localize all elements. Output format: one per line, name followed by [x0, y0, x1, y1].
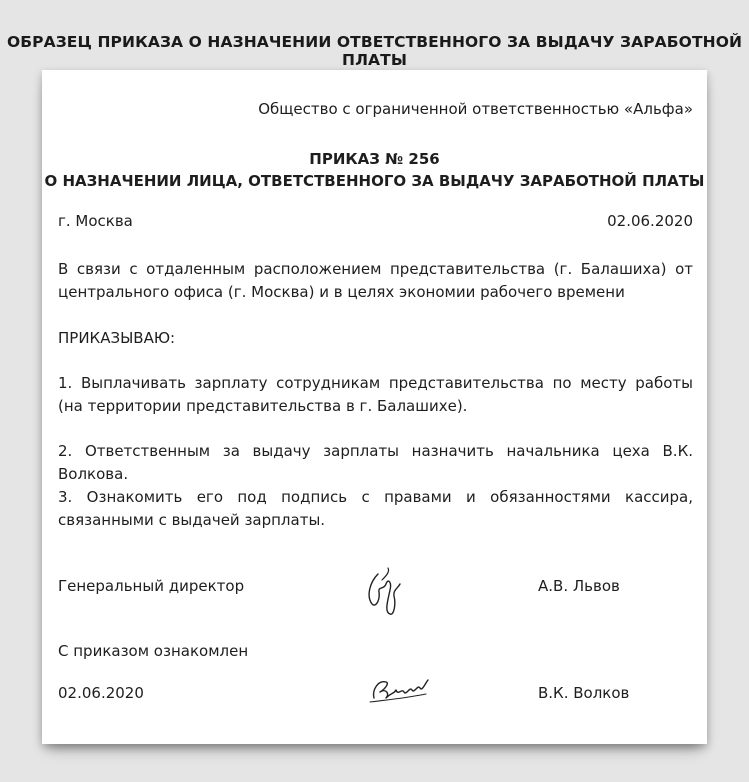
director-position: Генеральный директор: [58, 577, 245, 595]
preamble: В связи с отдаленным расположением представительства (г. Балашиха) от центрального офиса (г. Москва) и в целях экономии рабочего времени: [58, 260, 693, 301]
city: г. Москва: [58, 212, 133, 230]
director-signature-icon: [360, 560, 410, 618]
acknowledgement-label: С приказом ознакомлен: [58, 642, 249, 660]
acknowledgement-signature-icon: [368, 672, 432, 708]
director-name: А.В. Львов: [538, 577, 620, 595]
order-word: ПРИКАЗЫВАЮ:: [58, 329, 176, 347]
company-name: Общество с ограниченной ответственностью «Альфа»: [258, 100, 693, 118]
document-date: 02.06.2020: [607, 212, 693, 230]
order-document: [42, 70, 707, 744]
order-number: ПРИКАЗ № 256: [309, 150, 440, 168]
page-heading: ОБРАЗЕЦ ПРИКАЗА О НАЗНАЧЕНИИ ОТВЕТСТВЕННОГО ЗА ВЫДАЧУ ЗАРАБОТНОЙ ПЛАТЫ: [6, 33, 743, 69]
acknowledgement-name: В.К. Волков: [538, 684, 630, 702]
order-item-3: 3. Ознакомить его под подпись с правами и обязанностями кассира, связанными с выдачей зарплаты.: [58, 488, 693, 529]
order-subject: О НАЗНАЧЕНИИ ЛИЦА, ОТВЕТСТВЕННОГО ЗА ВЫДАЧУ ЗАРАБОТНОЙ ПЛАТЫ: [44, 172, 705, 190]
order-item-2: 2. Ответственным за выдачу зарплаты назначить начальника цеха В.К. Волкова.: [58, 442, 693, 483]
acknowledgement-date: 02.06.2020: [58, 684, 144, 702]
order-item-1: 1. Выплачивать зарплату сотрудникам представительства по месту работы (на территории представительства в г. Балашихе).: [58, 374, 693, 415]
